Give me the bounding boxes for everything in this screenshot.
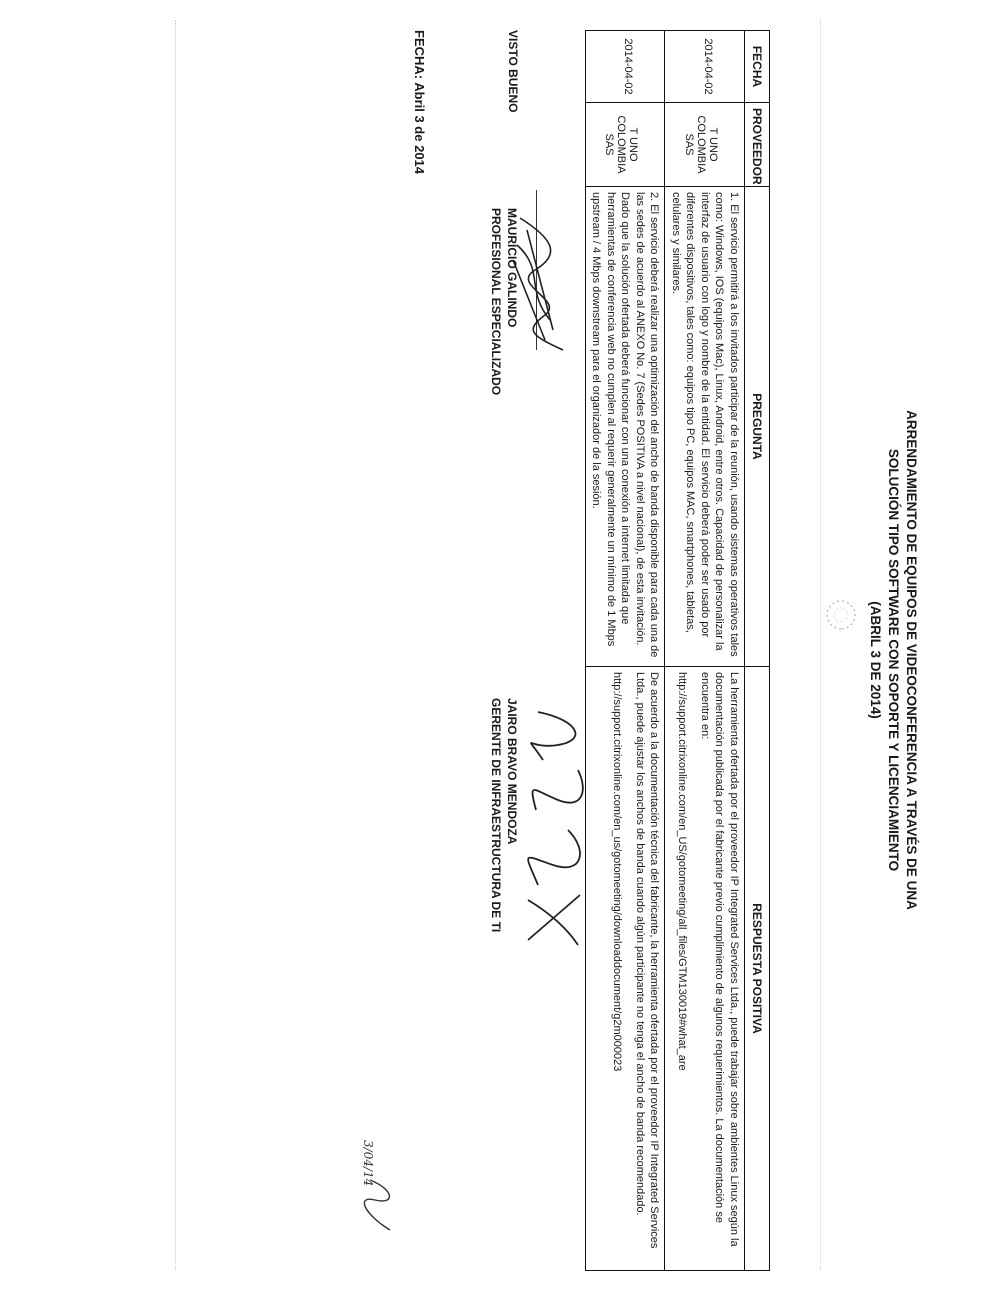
title-line-2: SOLUCIÓN TIPO SOFTWARE CON SOPORTE Y LICENCIAMIENTO: [886, 448, 901, 872]
row-2-proveedor: T UNO COLOMBIA SAS: [586, 103, 666, 187]
signature-block-right: [488, 698, 520, 932]
signer-right-role: GERENTE DE INFRAESTRUCTURA DE TI: [489, 698, 503, 933]
signer-right-name: JAIRO BRAVO MENDOZA: [505, 698, 519, 845]
row-2-respuesta-text: De acuerdo a la documentación técnica del fabricante, la herramienta ofertada por el proveedor IP Integrated Services Ltda., puede ajustar los anchos de banda cuando algún participante no tenga el ancho de banda recomendado.: [634, 672, 661, 1249]
row-2-fecha: 2014-04-02: [586, 31, 666, 103]
document-sheet: [320, 20, 920, 1260]
handwritten-signature-right: [518, 700, 598, 950]
row-1-fecha: 2014-04-02: [665, 31, 745, 103]
signature-block-left: [488, 208, 520, 395]
table-header-row: [745, 31, 770, 1271]
table-row: [665, 31, 745, 1271]
handwritten-date-note: 3/04/14: [361, 1140, 375, 1187]
table-row: [586, 31, 666, 1271]
row-1-proveedor: T UNO COLOMBIA SAS: [665, 103, 745, 187]
header-pregunta: PREGUNTA: [745, 187, 770, 667]
row-1-respuesta-link[interactable]: http://support.citrixonline.com/en_US/gotomeeting/all_files/GTM130019#what_are: [676, 672, 689, 1071]
faint-stamp-seal: [824, 580, 858, 650]
row-2-pregunta: 2. El servicio deberá realizar una optimización del ancho de banda disponible para cada una de las sedes de acuerdo al ANEXO No. 7 (Sedes POSITIVA a nivel nacional), de esta invitación. Dado que la solución ofertada deberá funcionar con una conexión a internet limitada que herramientas de conferencia web no cumplen al requerir generalmente un mínimo de 1 Mbps upstream / 4 Mbps downstream para el organizador de la sesión.: [586, 187, 666, 667]
scan-edge-left: [175, 20, 176, 1270]
header-respuesta: RESPUESTA POSITIVA: [745, 667, 770, 1271]
document-title: [866, 160, 920, 1160]
document-date: FECHA: Abril 3 de 2014: [412, 30, 427, 175]
visto-bueno-label: VISTO BUENO: [506, 30, 520, 113]
questions-table: [585, 30, 770, 1271]
row-1-respuesta: [665, 667, 745, 1271]
title-line-3: (ABRIL 3 DE 2014): [868, 601, 883, 719]
signer-left-role: PROFESIONAL ESPECIALIZADO: [489, 208, 503, 396]
row-1-pregunta: 1. El servicio permitirá a los invitados participar de la reunión, usando sistemas operativos tales como: Windows, IOS (equipos Mac), Linux, Android, entre otros. Capacidad de personalizar la interfaz de usuario con logo y nombre de la entidad. El servicio deberá poder ser usado por diferentes dispositivos, tales como: equipos tipo PC, equipos MAC, smartphones, tabletas, celulares y similares.: [665, 187, 745, 667]
row-1-respuesta-text: La herramienta ofertada por el proveedor IP Integrated Services Ltda., puede trabajar sobre ambientes Linux según la documentación publicada por el fabricante previo cumplimiento de algunos requerimientos. La documentación se encuentra en:: [699, 672, 740, 1247]
header-proveedor: PROVEEDOR: [745, 103, 770, 187]
row-2-respuesta-link[interactable]: http://support.citrixonline.com/en_us/gotomeeting/downloaddocument/g2m000023: [611, 672, 624, 1072]
signer-left-name: MAURICIO GALINDO: [505, 208, 519, 328]
header-fecha: FECHA: [745, 31, 770, 103]
title-line-1: ARRENDAMIENTO DE EQUIPOS DE VIDEOCONFERENCIA A TRAVÉS DE UNA: [904, 410, 919, 910]
